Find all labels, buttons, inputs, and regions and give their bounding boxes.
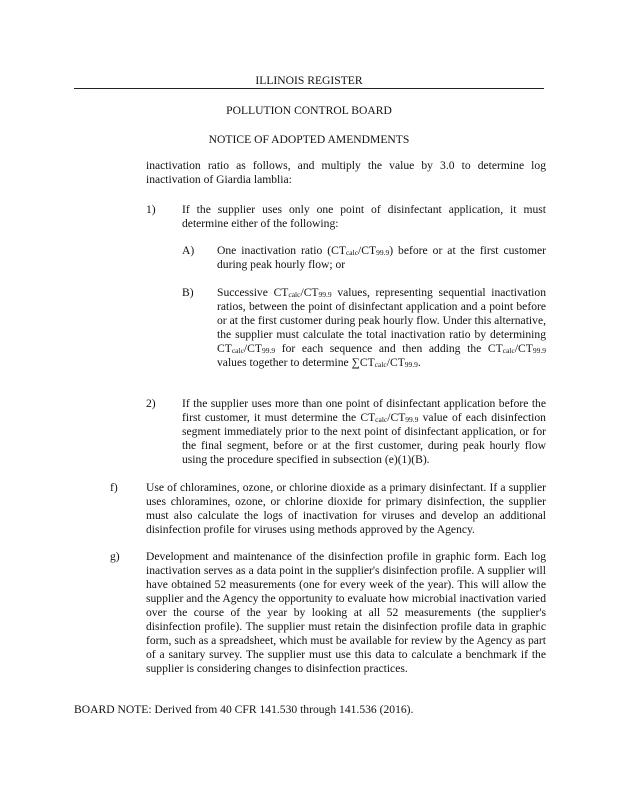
item-f-label: f) — [110, 481, 118, 494]
intro-paragraph: inactivation ratio as follows, and multiply the value by 3.0 to determine log inactivation of Giardia lamblia: — [146, 159, 546, 186]
item-f-text: Use of chloramines, ozone, or chlorine dioxide as a primary disinfectant. If a supplier uses chloramines, ozone, or chlorine dioxide for primary disinfection, the supplier must also calculate the logs of inactivation for viruses and develop an additional disinfection profile for viruses using methods approved by the Agency. — [146, 481, 546, 536]
board-title: POLLUTION CONTROL BOARD — [226, 104, 392, 117]
register-title: ILLINOIS REGISTER — [255, 74, 363, 87]
board-note: BOARD NOTE: Derived from 40 CFR 141.530 through 141.536 (2016). — [74, 703, 414, 716]
item-2-text: If the supplier uses more than one point of disinfectant application before the first customer, it must determine the $CT_{calc}/CT_{99.9}$ value of each disinfection segment immediately prior to the next point of disinfectant application, or for the final segment, before or at the first customer, during peak hourly flow using the procedure specified in subsection (e)(1)(B). — [182, 397, 546, 466]
item-2-label: 2) — [146, 397, 156, 410]
item-1-label: 1) — [146, 203, 156, 216]
item-1b-label: B) — [182, 286, 194, 299]
item-1-text: If the supplier uses only one point of disinfectant application, it must determine either of the following: — [182, 203, 546, 230]
header-rule — [74, 88, 544, 89]
item-1a-text: One inactivation ratio $(CT_{calc}/CT_{99.9})$ before or at the first customer during peak hourly flow; or — [217, 244, 546, 271]
item-g-text: Development and maintenance of the disinfection profile in graphic form. Each log inactivation serves as a data point in the supplier's disinfection profile. A supplier will have obtained 52 measurements (one for every week of the year). This will allow the supplier and the Agency the opportunity to evaluate how microbial inactivation varied over the course of the year by looking at all 52 measurements (the supplier's disinfection profile). The supplier must retain the disinfection profile data in graphic form, such as a spreadsheet, which must be available for review by the Agency as part of a sanitary survey. The supplier must use this data to calculate a benchmark if the supplier is considering changes to disinfection practices. — [146, 550, 546, 675]
notice-title: NOTICE OF ADOPTED AMENDMENTS — [208, 133, 410, 146]
item-1a-label: A) — [182, 244, 195, 257]
item-1b-text: Successive $CT_{calc}/CT_{99.9}$ values, representing sequential inactivation ratios, between the point of disinfectant application and a point before or at the first customer during peak hourly flow. Under this alternative, the supplier must calculate the total inactivation ratio by determining $CT_{calc}/CT_{99.9}$ for each sequence and then adding the $CT_{calc}/CT_{99.9}$ values together to determine $\sum CT_{calc}/CT_{99.9}$. — [217, 286, 546, 369]
item-g-label: g) — [110, 550, 120, 563]
